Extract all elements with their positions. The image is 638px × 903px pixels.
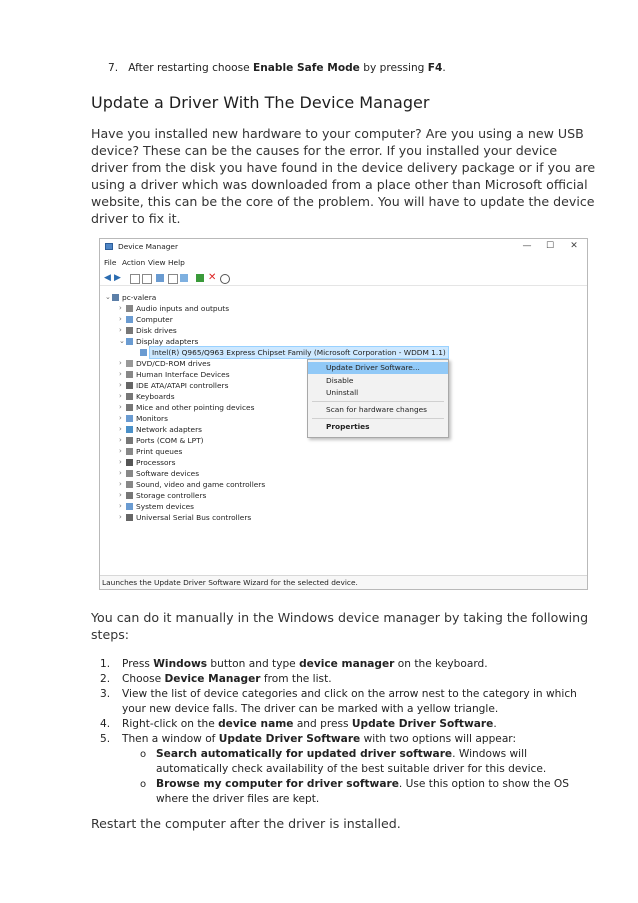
tree-label: Disk drives (136, 326, 177, 335)
list-number: 3. (100, 688, 111, 700)
forward-icon[interactable]: ▶ (114, 273, 121, 283)
audio-icon (126, 305, 133, 312)
sub-list (91, 747, 581, 807)
chevron-right-icon: › (119, 480, 122, 488)
printer-icon (126, 448, 133, 455)
disk-icon (126, 327, 133, 334)
tree-label: DVD/CD-ROM drives (136, 359, 211, 368)
menu-file[interactable]: File (104, 258, 117, 267)
system-icon (126, 503, 133, 510)
text: Press (122, 658, 154, 670)
menu-label: Uninstall (326, 388, 359, 397)
text: View the list of device categories and click on the arrow nest to the category in which your new device falls. The driver can be marked with a yellow triangle. (122, 688, 577, 715)
list-item (91, 732, 581, 807)
bold-text: Update Driver Software (218, 733, 361, 745)
tree-label: Display adapters (136, 337, 199, 346)
chevron-right-icon: › (119, 458, 122, 466)
tree-label: Keyboards (136, 392, 175, 401)
tree-label: Storage controllers (136, 491, 207, 500)
device-manager-icon (105, 243, 113, 250)
chevron-right-icon: › (119, 491, 122, 499)
text: . (493, 718, 497, 730)
chevron-right-icon: › (119, 513, 122, 521)
tree-label: IDE ATA/ATAPI controllers (136, 381, 229, 390)
tree-label: Sound, video and game controllers (136, 480, 266, 489)
text: and press (293, 718, 352, 730)
list-item (91, 717, 581, 732)
tree-label: Computer (136, 315, 173, 324)
bold-text: Search automatically for updated driver software (156, 748, 453, 760)
text: . Windows will automatically check availability of the best suitable driver for this device. (156, 748, 547, 775)
help-icon[interactable] (156, 274, 164, 282)
chevron-right-icon: › (119, 392, 122, 400)
status-bar (100, 575, 587, 589)
bold-text: Windows (153, 658, 208, 670)
chevron-right-icon: › (119, 370, 122, 378)
processor-icon (126, 459, 133, 466)
bold-text: device manager (299, 658, 395, 670)
text: by pressing (359, 62, 428, 74)
keyboard-icon (126, 393, 133, 400)
bullet: o (140, 749, 147, 760)
closing-paragraph: Restart the computer after the driver is installed. (91, 816, 401, 831)
bullet: o (140, 779, 147, 790)
tree-label: Universal Serial Bus controllers (136, 513, 252, 522)
minimize-button[interactable]: — (522, 241, 532, 251)
tree-label: Software devices (136, 469, 200, 478)
network-icon (126, 426, 133, 433)
ide-icon (126, 382, 133, 389)
display-icon (126, 338, 133, 345)
text: with two options will appear: (360, 733, 517, 745)
list-number: 5. (100, 733, 111, 745)
mouse-icon (126, 404, 133, 411)
device-manager-screenshot (99, 238, 588, 590)
chevron-right-icon: › (119, 403, 122, 411)
storage-icon (126, 492, 133, 499)
menu-action[interactable]: Action (122, 258, 146, 267)
menu-help[interactable]: Help (168, 258, 185, 267)
chevron-right-icon: › (119, 469, 122, 477)
chevron-right-icon: › (119, 425, 122, 433)
menu-label: Scan for hardware changes (326, 405, 428, 414)
text: Right-click on the (122, 718, 219, 730)
menu-item-scan[interactable] (308, 404, 448, 416)
list-number: 2. (100, 673, 111, 685)
maximize-button[interactable]: ☐ (545, 241, 555, 251)
tree-label: Processors (136, 458, 176, 467)
tree-label: pc-valera (122, 293, 157, 302)
list-item (91, 672, 581, 687)
menu-label: Properties (326, 422, 370, 431)
menu-item-update-driver[interactable] (308, 362, 448, 374)
bold-text: device name (218, 718, 294, 730)
chevron-right-icon: › (119, 436, 122, 444)
tree-label: Audio inputs and outputs (136, 304, 230, 313)
bold-text: F4 (427, 62, 443, 74)
monitor-icon (126, 415, 133, 422)
chevron-right-icon: › (119, 502, 122, 510)
text: on the keyboard. (394, 658, 488, 670)
tree-view-icon[interactable] (130, 274, 140, 284)
menu-label: Update Driver Software... (326, 363, 420, 372)
steps-list (91, 657, 581, 807)
chevron-right-icon: › (119, 359, 122, 367)
chevron-right-icon: › (119, 447, 122, 455)
usb-icon (126, 514, 133, 521)
bold-text: Browse my computer for driver software (156, 778, 399, 790)
uninstall-icon[interactable]: ✕ (208, 272, 217, 283)
tree-label: Mice and other pointing devices (136, 403, 255, 412)
text: button and type (207, 658, 300, 670)
text: . (442, 62, 446, 74)
download-icon[interactable] (220, 274, 230, 284)
bold-text: Device Manager (164, 673, 261, 685)
chevron-right-icon: › (119, 326, 122, 334)
sub-list-item (91, 777, 581, 807)
step-7 (108, 61, 446, 76)
menu-bar (100, 257, 587, 269)
list-number: 7. (108, 62, 119, 74)
menu-label: Disable (326, 376, 354, 385)
chevron-down-icon: ⌄ (105, 293, 111, 301)
status-text: Launches the Update Driver Software Wizard for the selected device. (102, 578, 358, 587)
chevron-right-icon: › (119, 304, 122, 312)
menu-separator (312, 418, 444, 419)
text: . Use this option to show the OS where the driver files are kept. (156, 778, 569, 805)
list-item (91, 657, 581, 672)
port-icon (126, 437, 133, 444)
menu-item-uninstall[interactable] (308, 387, 448, 399)
window-title: Device Manager (118, 242, 179, 251)
display-icon (140, 349, 147, 356)
toolbar (100, 271, 587, 286)
scan-icon[interactable] (180, 274, 188, 282)
section-heading: Update a Driver With The Device Manager (91, 93, 430, 112)
bold-text: Update Driver Software (351, 718, 494, 730)
back-icon[interactable]: ◀ (104, 273, 111, 283)
text: Choose (122, 673, 165, 685)
chevron-right-icon: › (119, 414, 122, 422)
text: from the list. (260, 673, 332, 685)
chevron-right-icon: › (119, 315, 122, 323)
text: Then a window of (122, 733, 219, 745)
menu-item-properties[interactable] (308, 421, 448, 433)
hid-icon (126, 371, 133, 378)
intro-paragraph: Have you installed new hardware to your computer? Are you using a new USB device? These can be the causes for the error. If you installed your device driver from the disk you have found in the device delivery package or if you are using a driver which was downloaded from a place other than Microsoft official website, this can be the core of the problem. You will have to update the device driver to fix it. (91, 126, 596, 226)
software-device-icon (126, 470, 133, 477)
tree-label: Monitors (136, 414, 168, 423)
menu-separator (312, 401, 444, 402)
title-bar (100, 239, 587, 254)
tree-label: Human Interface Devices (136, 370, 230, 379)
dvd-icon (126, 360, 133, 367)
sound-icon (126, 481, 133, 488)
chevron-right-icon: › (119, 381, 122, 389)
text: After restarting choose (128, 62, 253, 74)
context-menu (307, 359, 449, 438)
steps-intro-paragraph: You can do it manually in the Windows device manager by taking the following steps: (91, 610, 589, 642)
list-number: 4. (100, 718, 111, 730)
tree-label: System devices (136, 502, 195, 511)
list-number: 1. (100, 658, 111, 670)
tree-label: Ports (COM & LPT) (136, 436, 204, 445)
tree-label: Intel(R) Q965/Q963 Express Chipset Family (Microsoft Corporation - WDDM 1.1) (152, 348, 446, 357)
computer-icon (112, 294, 119, 301)
list-item (91, 687, 581, 717)
menu-item-disable[interactable] (308, 375, 448, 387)
list-view-icon[interactable] (142, 274, 152, 284)
close-button[interactable]: ✕ (570, 241, 578, 251)
bold-text: Enable Safe Mode (253, 62, 360, 74)
sub-list-item (91, 747, 581, 777)
menu-view[interactable]: View (148, 258, 166, 267)
properties-icon[interactable] (168, 274, 178, 284)
chevron-down-icon: ⌄ (119, 337, 125, 345)
update-driver-icon[interactable] (196, 274, 204, 282)
computer-icon (126, 316, 133, 323)
tree-label: Print queues (136, 447, 183, 456)
tree-label: Network adapters (136, 425, 202, 434)
